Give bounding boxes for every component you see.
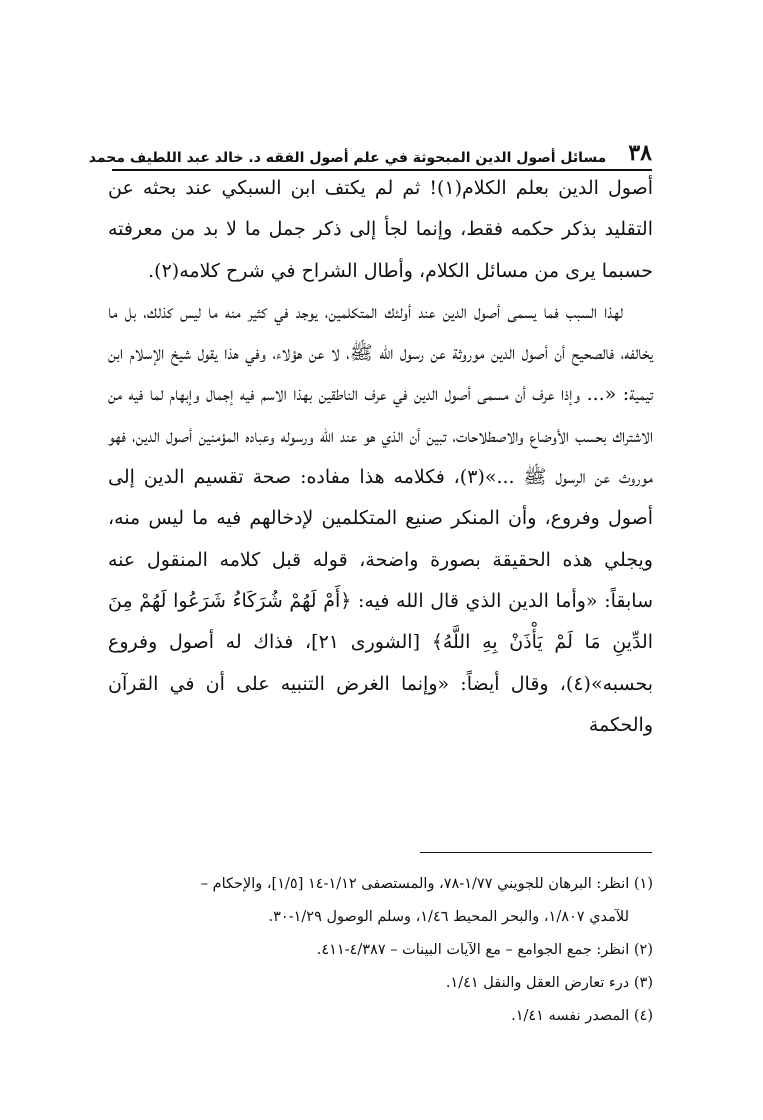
footnote-3: (٣) درء تعارض العقل والنقل ١/٤١. bbox=[445, 975, 653, 991]
main-text bbox=[108, 168, 653, 746]
footnote-2: (٢) انظر: جمع الجوامع – مع الآيات البينات – ٤/٣٨٧-٤١١. bbox=[316, 942, 653, 958]
paragraph-2: لهذا السبب فما يسمى أصول الدين عند أولئك المتكلمين، يوجد في كثير منه ما ليس كذلك، بل ما يخالفه، فالصحيح أن أصول الدين موروثة عن رسول الله ﷺ، لا عن هؤلاء، وفي هذا يقول شيخ الإسلام ابن تيمية: «... وإذا عرف أن مسمى أصول الدين في عرف الناطقين بهذا الاسم فيه إجمال وإبهام لما فيه من الاشتراك بحسب الأوضاع والاصطلاحات، تبين أن الذي هو عند الله ورسوله وعباده المؤمنين أصول الدين، فهو موروث عن الرسول ﷺ ...»(٣)، فكلامه هذا مفاده: صحة تقسيم الدين إلى أصول وفروع، وأن المنكر صنيع المتكلمين لإدخالهم فيه ما ليس منه، ويجلي هذه الحقيقة بصورة واضحة، قوله قبل كلامه المنقول عنه سابقاً: «وأما الدين الذي قال الله فيه: ﴿أَمْ لَهُمْ شُرَكَاءُ شَرَعُوا لَهُمْ مِنَ الدِّينِ مَا لَمْ يَأْذَنْ بِهِ اللَّهُ﴾ [الشورى ٢١]، فذاك له أصول وفروع بحسبه»(٤)، وقال أيضاً: «وإنما الغرض التنبيه على أن في القرآن والحكمة bbox=[108, 300, 654, 736]
footnote-1: (١) انظر: البرهان للجويني ١/٧٧-٧٨، والمستصفى ١/١٢-١٤ [١/٥]، والإحكام – bbox=[200, 876, 653, 892]
paragraph-1: أصول الدين بعلم الكلام(١)! ثم لم يكتف ابن السبكي عند بحثه عن التقليد بذكر حكمه فقط، وإنما لجأ إلى ذكر جمل ما لا بد من معرفته حسبما يرى من مسائل الكلام، وأطال الشراح في شرح كلامه(٢). bbox=[108, 177, 654, 282]
page-number: ٣٨ bbox=[628, 140, 652, 166]
running-header-title: مسائل أصول الدين المبحوثة في علم أصول الفقه د. خالد عبد اللطيف محمد bbox=[88, 150, 607, 166]
footnote-separator bbox=[420, 852, 652, 853]
running-header bbox=[88, 136, 652, 171]
footnote-1-continued: للآمدي ١/٨٠٧، والبحر المحيط ١/٤٦، وسلم الوصول ١/٢٩-٣٠. bbox=[268, 909, 629, 925]
footnotes bbox=[108, 868, 653, 1033]
footnote-4: (٤) المصدر نفسه ١/٤١. bbox=[511, 1008, 653, 1024]
